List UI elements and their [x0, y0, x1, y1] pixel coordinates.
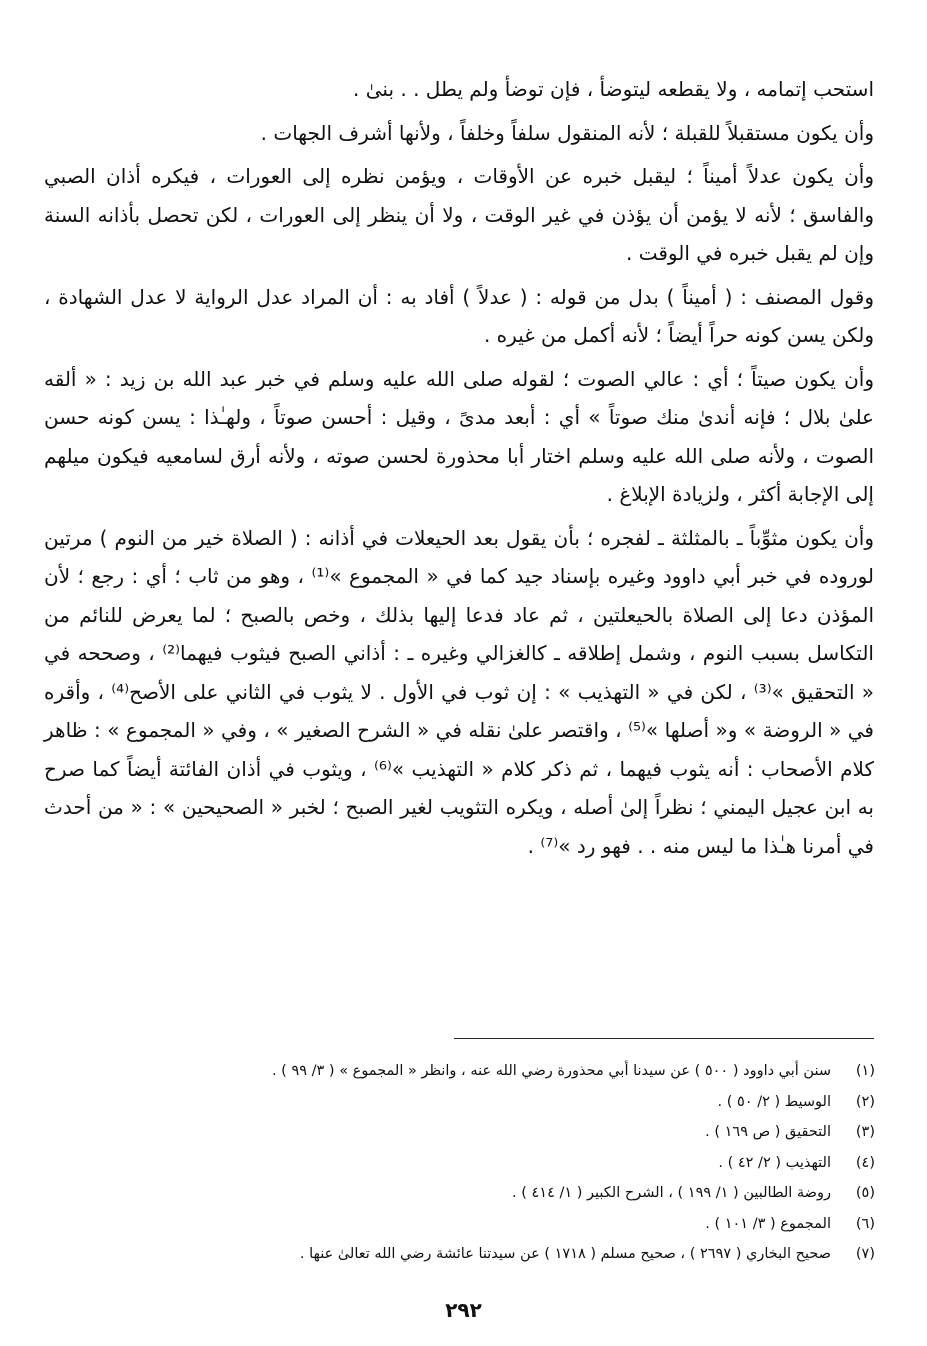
footnote-number: (٦): [855, 1215, 875, 1232]
footnote: [160, 1148, 875, 1179]
paragraph-tathwib: وأن يكون مثوِّباً ـ بالمثلثة ـ لفجره ؛ بأن يقول بعد الحيعلات في أذانه : ( الصلاة خير من النوم ) مرتين لوروده في خبر أبي داوود وغيره بإسناد جيد كما في « المجموع »⁽¹⁾ ، وهو من ثاب ؛ أي : رجع ؛ لأن المؤذن دعا إلى الصلاة بالحيعلتين ، ثم عاد فدعا إليها بذلك ، وخص بالصبح ؛ لما يعرض للنائم من التكاسل بسبب النوم ، وشمل إطلاقه ـ كالغزالي وغيره ـ : أذاني الصبح فيثوب فيهما⁽²⁾ ، وصححه في « التحقيق »⁽³⁾ ، لكن في « التهذيب » : إن ثوب في الأول . لا يثوب في الثاني على الأصح⁽⁴⁾ ، وأقره في « الروضة » و« أصلها »⁽⁵⁾ ، واقتصر علىٰ نقله في « الشرح الصغير » ، وفي « المجموع » : ظاهر كلام الأصحاب : أنه يثوب فيهما ، ثم ذكر كلام « التهذيب »⁽⁶⁾ ، ويثوب في أذان الفائتة أيضاً كما صرح به ابن عجيل اليمني ؛ نظراً إلىٰ أصله ، ويكره التثويب لغير الصبح ؛ لخبر « الصحيحين » : « من أحدث في أمرنا هـٰذا ما ليس منه . . فهو رد »⁽⁷⁾ .: [44, 525, 875, 858]
page-number: ٢٩٢: [445, 1298, 482, 1322]
footnote-divider: [454, 1038, 874, 1039]
main-text: [44, 70, 874, 870]
footnote: [160, 1209, 875, 1240]
footnote-text: صحيح البخاري ( ٢٦٩٧ ) ، صحيح مسلم ( ١٧١٨ ) عن سيدتنا عائشة رضي الله تعالىٰ عنها .: [299, 1246, 831, 1262]
footnote-text: التحقيق ( ص ١٦٩ ) .: [705, 1124, 831, 1140]
footnote-text: المجموع ( ٣/ ١٠١ ) .: [705, 1215, 831, 1232]
footnote-number: (١): [855, 1063, 875, 1079]
footnote-text: سنن أبي داوود ( ٥٠٠ ) عن سيدنا أبي محذورة رضي الله عنه ، وانظر « المجموع » ( ٣/ ٩٩ ) .: [271, 1063, 831, 1079]
footnote-text: روضة الطالبين ( ١/ ١٩٩ ) ، الشرح الكبير ( ١/ ٤١٤ ) .: [512, 1185, 831, 1201]
footnote-text: التهذيب ( ٢/ ٤٢ ) .: [718, 1154, 831, 1171]
footnote: [160, 1117, 875, 1148]
footnote-number: (٥): [855, 1185, 875, 1201]
footnote: [160, 1056, 875, 1087]
footnote: [160, 1087, 875, 1118]
footnote-number: (٣): [855, 1124, 875, 1140]
paragraph-author-remark: وقول المصنف : ( أميناً ) بدل من قوله : ( عدلاً ) أفاد به : أن المراد عدل الرواية لا عدل الشهادة ، ولكن يسن كونه حراً أيضاً ؛ لأنه أكمل من غيره .: [44, 284, 874, 347]
footnote-number: (٧): [855, 1246, 875, 1262]
footnote-text: الوسيط ( ٢/ ٥٠ ) .: [717, 1093, 831, 1110]
footnote-number: (٢): [855, 1093, 875, 1110]
footnotes: [160, 1056, 875, 1270]
paragraph-facing-qibla: وأن يكون مستقبلاً للقبلة ؛ لأنه المنقول سلفاً وخلفاً ، ولأنها أشرف الجهات .: [260, 120, 874, 145]
footnote: [160, 1178, 875, 1209]
paragraph-continuation: استحب إتمامه ، ولا يقطعه ليتوضأ ، فإن توضأ ولم يطل . . بنىٰ .: [353, 77, 874, 101]
paragraph-trustworthy: وأن يكون عدلاً أميناً ؛ ليقبل خبره عن الأوقات ، ويؤمن نظره إلى العورات ، فيكره أذان الصبي والفاسق ؛ لأنه لا يؤمن أن يؤذن في غير الوقت ، ولا أن ينظر إلى العورات ، لكن تحصل بأذانه السنة وإن لم يقبل خبره في الوقت .: [44, 164, 874, 265]
footnote: [160, 1239, 875, 1270]
paragraph-loud-voice: وأن يكون صيتاً ؛ أي : عالي الصوت ؛ لقوله صلى الله عليه وسلم في خبر عبد الله بن زيد : « ألقه علىٰ بلال ؛ فإنه أندىٰ منك صوتاً » أي : أبعد مدىً ، وقيل : أحسن صوتاً ، ولهـٰذا : يسن كونه حسن الصوت ، ولأنه صلى الله عليه وسلم اختار أبا محذورة لحسن صوته ، ولأنه أرق لسامعيه فيكون ميلهم إلى الإجابة أكثر ، ولزيادة الإبلاغ .: [44, 366, 874, 506]
footnote-number: (٤): [855, 1154, 875, 1171]
